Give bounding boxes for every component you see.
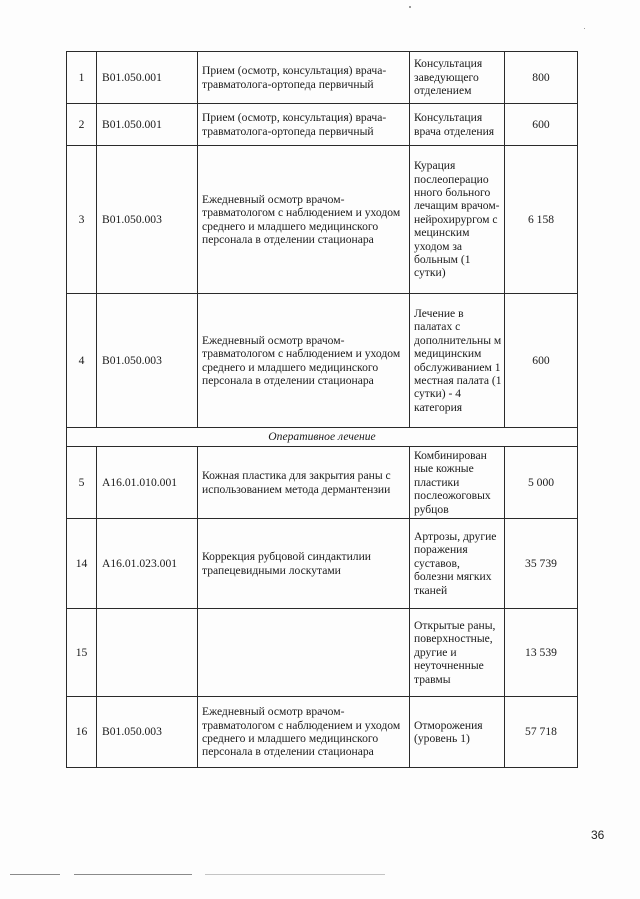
service-name: Коррекция рубцовой синдактилии трапецевидными лоскутами — [198, 519, 410, 609]
table-row — [67, 294, 578, 428]
service-price: 6 158 — [505, 146, 578, 294]
service-code: B01.050.003 — [97, 146, 198, 294]
section-title: Оперативное лечение — [67, 428, 578, 447]
service-note: Комбинирован ные кожные пластики послеожоговых рубцов — [410, 447, 505, 519]
service-name: Кожная пластика для закрытия раны с использованием метода дермантензии — [198, 447, 410, 519]
row-number: 1 — [67, 52, 97, 104]
row-number: 15 — [67, 609, 97, 697]
price-table — [66, 51, 578, 768]
service-price: 600 — [505, 294, 578, 428]
scan-speck — [584, 28, 585, 29]
table-row — [67, 447, 578, 519]
service-note: Лечение в палатах с дополнительны м медицинским обслуживанием 1 местная палата (1 сутки) - 4 категория — [410, 294, 505, 428]
service-code: B01.050.001 — [97, 52, 198, 104]
page-number: 36 — [591, 828, 605, 842]
table-row — [67, 519, 578, 609]
service-name: Прием (осмотр, консультация) врача-травматолога-ортопеда первичный — [198, 52, 410, 104]
service-note: Консультация врача отделения — [410, 104, 505, 146]
service-code: B01.050.003 — [97, 294, 198, 428]
section-row — [67, 428, 578, 447]
row-number: 2 — [67, 104, 97, 146]
service-code: A16.01.023.001 — [97, 519, 198, 609]
service-code: B01.050.003 — [97, 697, 198, 768]
row-number: 3 — [67, 146, 97, 294]
table-row — [67, 697, 578, 768]
service-price: 600 — [505, 104, 578, 146]
row-number: 5 — [67, 447, 97, 519]
service-code: A16.01.010.001 — [97, 447, 198, 519]
service-price: 5 000 — [505, 447, 578, 519]
table-row — [67, 146, 578, 294]
service-name: Ежедневный осмотр врачом-травматологом с наблюдением и уходом среднего и младшего медицинского персонала в отделении стационара — [198, 697, 410, 768]
table-row — [67, 52, 578, 104]
row-number: 16 — [67, 697, 97, 768]
service-note: Открытые раны, поверхностные, другие и неуточненные травмы — [410, 609, 505, 697]
service-note: Курация послеоперацио нного больного лечащим врачом-нейрохирургом с мецинским уходом за больным (1 сутки) — [410, 146, 505, 294]
service-price: 57 718 — [505, 697, 578, 768]
service-name: Прием (осмотр, консультация) врача-травматолога-ортопеда первичный — [198, 104, 410, 146]
service-name: Ежедневный осмотр врачом-травматологом с наблюдением и уходом среднего и младшего медицинского персонала в отделении стационара — [198, 146, 410, 294]
service-note: Артрозы, другие поражения суставов, болезни мягких тканей — [410, 519, 505, 609]
service-name: Ежедневный осмотр врачом-травматологом с наблюдением и уходом среднего и младшего медицинского персонала в отделении стационара — [198, 294, 410, 428]
row-number: 14 — [67, 519, 97, 609]
service-price: 35 739 — [505, 519, 578, 609]
scan-speck — [409, 6, 411, 8]
table-row — [67, 609, 578, 697]
footer-rule — [10, 874, 60, 875]
service-price: 13 539 — [505, 609, 578, 697]
footer-rule — [74, 874, 192, 875]
row-number: 4 — [67, 294, 97, 428]
footer-rule — [205, 874, 385, 875]
service-code — [97, 609, 198, 697]
service-note: Консультация заведующего отделением — [410, 52, 505, 104]
service-code: B01.050.001 — [97, 104, 198, 146]
service-note: Отморожения (уровень 1) — [410, 697, 505, 768]
service-price: 800 — [505, 52, 578, 104]
service-name — [198, 609, 410, 697]
table-row — [67, 104, 578, 146]
